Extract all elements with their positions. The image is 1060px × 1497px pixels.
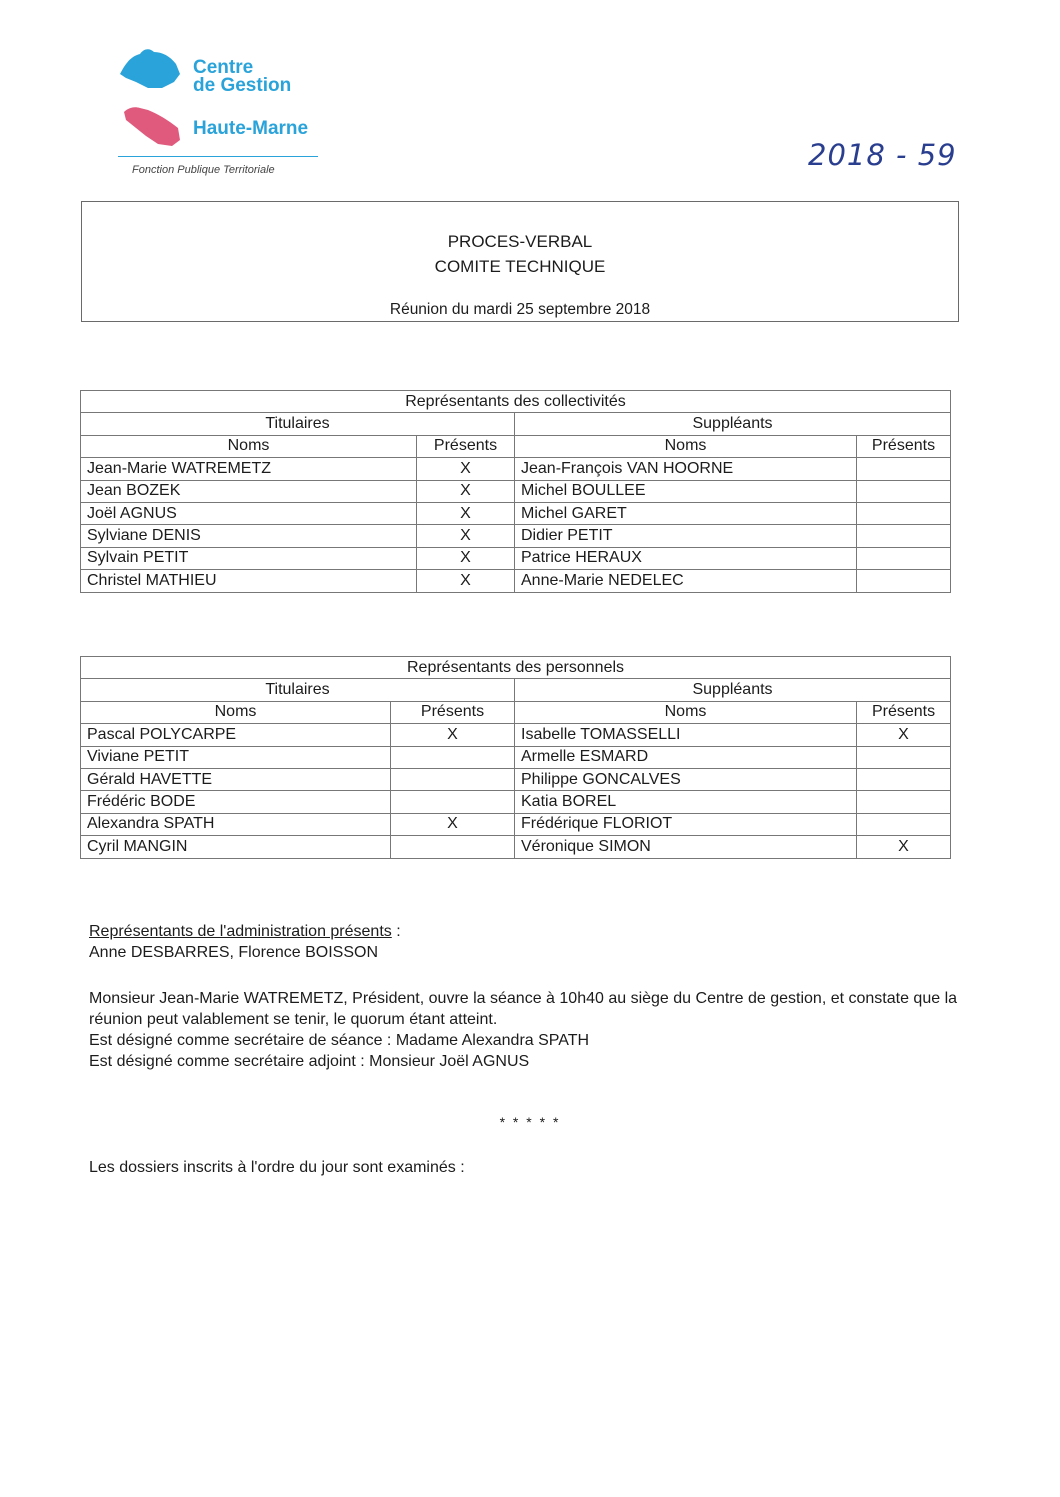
titulaire-name: Jean-Marie WATREMETZ	[81, 458, 417, 480]
suppleant-present-mark	[857, 570, 951, 592]
table-row	[81, 746, 951, 768]
suppleants-header: Suppléants	[515, 413, 951, 435]
personnels-table	[80, 656, 951, 859]
logo-line-2: de Gestion	[193, 75, 292, 96]
titulaire-present-mark	[391, 836, 515, 858]
document-subtitle: COMITE TECHNIQUE	[434, 257, 606, 276]
suppleant-present-mark	[857, 746, 951, 768]
opening-paragraph: Monsieur Jean-Marie WATREMETZ, Président, ouvre la séance à 10h40 au siège du Centre de gestion, et constate que la réunion peut valablement se tenir, le quorum étant atteint.	[89, 990, 958, 1028]
logo-divider	[118, 156, 318, 157]
closing-line: Les dossiers inscrits à l'ordre du jour sont examinés :	[89, 1159, 465, 1176]
col-presents: Présents	[857, 435, 951, 457]
suppleant-name: Isabelle TOMASSELLI	[515, 724, 857, 746]
titulaire-name: Cyril MANGIN	[81, 836, 391, 858]
suppleant-name: Armelle ESMARD	[515, 746, 857, 768]
administration-heading-colon: :	[391, 923, 401, 940]
suppleant-present-mark	[857, 791, 951, 813]
col-noms: Noms	[515, 701, 857, 723]
table-heading: Représentants des personnels	[81, 657, 951, 679]
table-heading: Représentants des collectivités	[81, 391, 951, 413]
titulaire-name: Gérald HAVETTE	[81, 768, 391, 790]
suppleant-name: Michel BOULLEE	[515, 480, 857, 502]
suppleant-present-mark	[857, 525, 951, 547]
table-row	[81, 502, 951, 524]
titulaire-name: Christel MATHIEU	[81, 570, 417, 592]
table-row	[81, 836, 951, 858]
suppleant-present-mark	[857, 458, 951, 480]
suppleant-name: Patrice HERAUX	[515, 547, 857, 569]
col-noms: Noms	[81, 701, 391, 723]
deputy-secretary-line: Est désigné comme secrétaire adjoint : Monsieur Joël AGNUS	[89, 1053, 530, 1070]
table-row	[81, 458, 951, 480]
suppleants-header: Suppléants	[515, 679, 951, 701]
logo-line-1: Centre	[193, 57, 254, 78]
titulaire-name: Joël AGNUS	[81, 502, 417, 524]
titulaire-present-mark	[391, 768, 515, 790]
section-separator: * * * * *	[499, 1114, 561, 1130]
titulaires-header: Titulaires	[81, 413, 515, 435]
col-noms: Noms	[81, 435, 417, 457]
titulaire-present-mark: X	[417, 480, 515, 502]
col-presents: Présents	[417, 435, 515, 457]
administration-heading: Représentants de l'administration présents	[89, 923, 392, 940]
titulaire-present-mark: X	[417, 458, 515, 480]
titulaire-name: Viviane PETIT	[81, 746, 391, 768]
administration-names: Anne DESBARRES, Florence BOISSON	[89, 944, 378, 961]
suppleant-name: Katia BOREL	[515, 791, 857, 813]
opening-section	[89, 988, 959, 1072]
logo-line-3: Haute-Marne	[193, 118, 309, 139]
titulaires-header: Titulaires	[81, 679, 515, 701]
suppleant-present-mark	[857, 502, 951, 524]
table-row	[81, 791, 951, 813]
suppleant-present-mark	[857, 768, 951, 790]
collectivites-table	[80, 390, 951, 593]
titulaire-name: Pascal POLYCARPE	[81, 724, 391, 746]
col-presents: Présents	[857, 701, 951, 723]
secretary-line: Est désigné comme secrétaire de séance : Madame Alexandra SPATH	[89, 1032, 590, 1049]
col-presents: Présents	[391, 701, 515, 723]
suppleant-name: Michel GARET	[515, 502, 857, 524]
titulaire-present-mark: X	[417, 502, 515, 524]
suppleant-name: Didier PETIT	[515, 525, 857, 547]
titulaire-name: Sylvain PETIT	[81, 547, 417, 569]
titulaire-present-mark: X	[417, 570, 515, 592]
titulaire-present-mark	[391, 746, 515, 768]
logo-shapes-icon	[118, 44, 198, 154]
titulaire-present-mark: X	[391, 724, 515, 746]
suppleant-name: Anne-Marie NEDELEC	[515, 570, 857, 592]
titulaire-name: Frédéric BODE	[81, 791, 391, 813]
handwritten-reference: 2018 - 59	[808, 138, 957, 172]
table-row	[81, 813, 951, 835]
table-row	[81, 724, 951, 746]
meeting-date: Réunion du mardi 25 septembre 2018	[389, 301, 651, 318]
table-row	[81, 480, 951, 502]
suppleant-name: Philippe GONCALVES	[515, 768, 857, 790]
logo-subtitle: Fonction Publique Territoriale	[132, 164, 275, 176]
titulaire-name: Alexandra SPATH	[81, 813, 391, 835]
col-noms: Noms	[515, 435, 857, 457]
table-row	[81, 570, 951, 592]
document-title: PROCES-VERBAL	[447, 232, 593, 251]
administration-section	[89, 921, 401, 963]
suppleant-name: Jean-François VAN HOORNE	[515, 458, 857, 480]
suppleant-name: Frédérique FLORIOT	[515, 813, 857, 835]
titulaire-present-mark	[391, 791, 515, 813]
table-row	[81, 525, 951, 547]
titulaire-name: Jean BOZEK	[81, 480, 417, 502]
suppleant-present-mark: X	[857, 836, 951, 858]
suppleant-present-mark	[857, 547, 951, 569]
titulaire-present-mark: X	[417, 547, 515, 569]
suppleant-present-mark	[857, 813, 951, 835]
table-row	[81, 547, 951, 569]
titulaire-name: Sylviane DENIS	[81, 525, 417, 547]
titulaire-present-mark: X	[391, 813, 515, 835]
table-row	[81, 768, 951, 790]
organization-logo	[118, 44, 328, 184]
suppleant-present-mark	[857, 480, 951, 502]
suppleant-name: Véronique SIMON	[515, 836, 857, 858]
titulaire-present-mark: X	[417, 525, 515, 547]
title-box	[81, 201, 959, 322]
suppleant-present-mark: X	[857, 724, 951, 746]
